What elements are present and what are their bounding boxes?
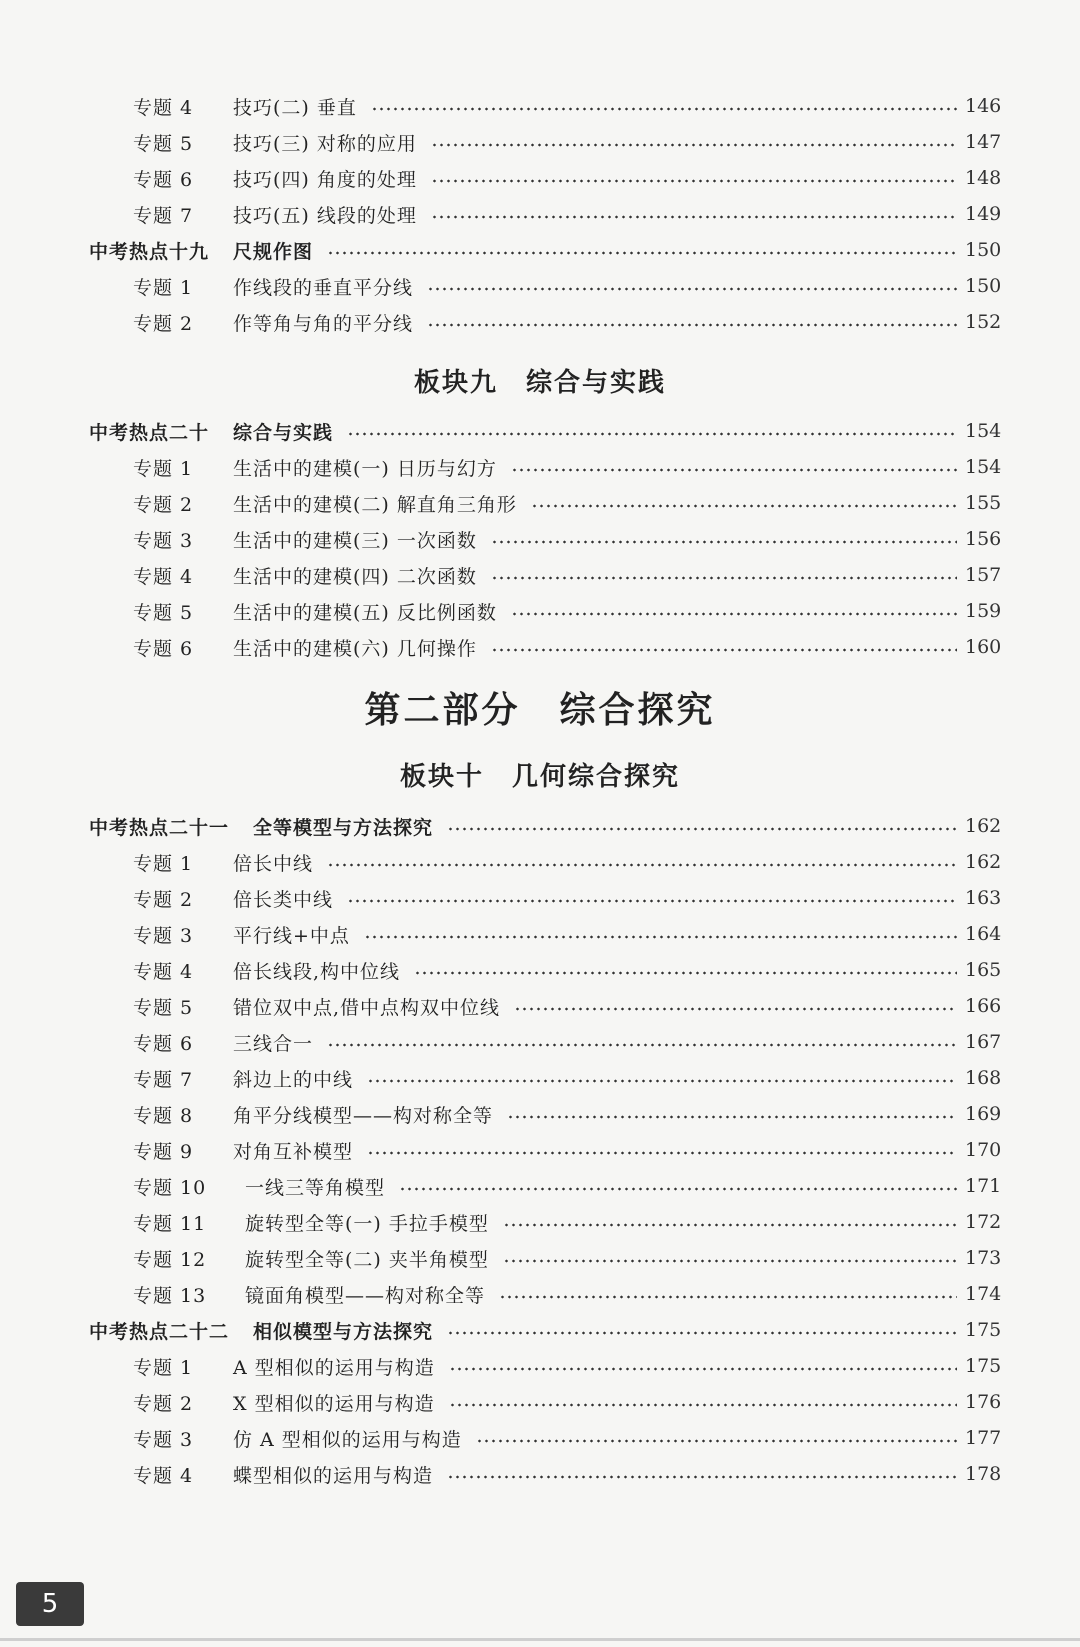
entry-title: 三线合一 <box>233 1032 314 1055</box>
entry-label <box>89 418 333 445</box>
dot-leader <box>364 934 957 940</box>
entry-number: 专题 12 <box>133 1248 207 1271</box>
toc-topic-entry[interactable] <box>133 952 1002 988</box>
entry-title: 倍长中线 <box>233 852 314 875</box>
entry-number: 专题 3 <box>133 924 194 947</box>
toc-topic-entry[interactable] <box>133 1276 1002 1312</box>
toc-topic-entry[interactable] <box>133 988 1002 1024</box>
dot-leader <box>503 1258 957 1264</box>
toc-topic-entry[interactable] <box>133 557 1002 593</box>
entry-title: 相似模型与方法探究 <box>253 1320 434 1343</box>
entry-label <box>133 93 357 120</box>
entry-title: 旋转型全等(二) 夹半角模型 <box>245 1248 489 1271</box>
entry-title: 仿 A 型相似的运用与构造 <box>233 1428 462 1451</box>
entry-title: 全等模型与方法探究 <box>253 816 434 839</box>
toc-topic-entry[interactable] <box>133 880 1002 916</box>
toc-chapter-entry[interactable] <box>89 1312 1002 1348</box>
entry-number: 专题 4 <box>133 1464 194 1487</box>
entry-number: 中考热点二十二 <box>89 1320 230 1343</box>
entry-label <box>133 1029 313 1056</box>
entry-page-number: 173 <box>965 1247 1002 1269</box>
dot-leader <box>327 862 957 868</box>
entry-title: 生活中的建模(三) 一次函数 <box>233 529 477 552</box>
entry-number: 中考热点二十 <box>89 421 210 444</box>
entry-page-number: 149 <box>965 203 1002 225</box>
entry-title: 技巧(二) 垂直 <box>233 96 357 119</box>
entry-page-number: 146 <box>965 95 1002 117</box>
entry-title: 技巧(五) 线段的处理 <box>233 204 417 227</box>
toc-topic-entry[interactable] <box>133 268 1002 304</box>
entry-number: 专题 5 <box>133 601 194 624</box>
entry-number: 专题 10 <box>133 1176 207 1199</box>
dot-leader <box>511 467 957 473</box>
entry-title: 技巧(三) 对称的应用 <box>233 132 417 155</box>
dot-leader <box>414 970 957 976</box>
dot-leader <box>431 214 957 220</box>
entry-label <box>133 885 333 912</box>
entry-label <box>89 813 433 840</box>
dot-leader <box>427 322 957 328</box>
entry-number: 专题 3 <box>133 529 194 552</box>
entry-page-number: 176 <box>965 1391 1002 1413</box>
dot-leader <box>367 1078 957 1084</box>
entry-title: 作线段的垂直平分线 <box>233 276 414 299</box>
entry-page-number: 178 <box>965 1463 1002 1485</box>
block-heading: 板块九 综合与实践 <box>413 368 666 398</box>
entry-label <box>133 454 497 481</box>
entry-page-number: 164 <box>965 923 1002 945</box>
entry-page-number: 163 <box>965 887 1002 909</box>
entry-page-number: 148 <box>965 167 1002 189</box>
toc-topic-entry[interactable] <box>133 1096 1002 1132</box>
dot-leader <box>449 1402 957 1408</box>
entry-label <box>133 129 417 156</box>
toc-topic-entry[interactable] <box>133 1204 1002 1240</box>
bottom-divider <box>0 1638 1080 1641</box>
entry-label <box>133 490 517 517</box>
entry-label <box>133 526 477 553</box>
dot-leader <box>447 826 957 832</box>
entry-page-number: 156 <box>965 528 1002 550</box>
entry-number: 专题 1 <box>133 276 194 299</box>
entry-page-number: 150 <box>965 239 1002 261</box>
entry-number: 专题 1 <box>133 852 194 875</box>
dot-leader <box>503 1222 957 1228</box>
toc-topic-entry[interactable] <box>133 449 1002 485</box>
toc-topic-entry[interactable] <box>133 1240 1002 1276</box>
entry-page-number: 177 <box>965 1427 1002 1449</box>
dot-leader <box>347 431 957 437</box>
toc-topic-entry[interactable] <box>133 521 1002 557</box>
entry-title: 生活中的建模(一) 日历与幻方 <box>233 457 497 480</box>
entry-number: 专题 6 <box>133 637 194 660</box>
entry-label <box>133 1209 489 1236</box>
entry-title: 生活中的建模(四) 二次函数 <box>233 565 477 588</box>
toc-topic-entry[interactable] <box>133 88 1002 124</box>
entry-title: 倍长线段,构中位线 <box>233 960 401 983</box>
entry-title: 镜面角模型——构对称全等 <box>245 1284 486 1307</box>
entry-title: 旋转型全等(一) 手拉手模型 <box>245 1212 489 1235</box>
toc-topic-entry[interactable] <box>133 593 1002 629</box>
entry-number: 专题 3 <box>133 1428 194 1451</box>
toc-topic-entry[interactable] <box>133 1132 1002 1168</box>
toc-topic-entry[interactable] <box>133 196 1002 232</box>
entry-label <box>89 1317 433 1344</box>
entry-label <box>133 634 477 661</box>
entry-page-number: 162 <box>965 815 1002 837</box>
dot-leader <box>327 1042 957 1048</box>
entry-number: 专题 5 <box>133 132 194 155</box>
dot-leader <box>491 647 957 653</box>
dot-leader <box>491 575 957 581</box>
entry-page-number: 165 <box>965 959 1002 981</box>
entry-page-number: 159 <box>965 600 1002 622</box>
entry-title: 倍长类中线 <box>233 888 334 911</box>
toc-topic-entry[interactable] <box>133 304 1002 340</box>
entry-page-number: 175 <box>965 1355 1002 1377</box>
entry-number: 专题 2 <box>133 888 194 911</box>
entry-number: 专题 7 <box>133 1068 194 1091</box>
entry-number: 专题 5 <box>133 996 194 1019</box>
entry-page-number: 160 <box>965 636 1002 658</box>
entry-title: 对角互补模型 <box>233 1140 354 1163</box>
dot-leader <box>347 898 957 904</box>
entry-title: 生活中的建模(五) 反比例函数 <box>233 601 497 624</box>
dot-leader <box>507 1114 957 1120</box>
toc-topic-entry[interactable] <box>133 1060 1002 1096</box>
dot-leader <box>514 1006 957 1012</box>
entry-page-number: 166 <box>965 995 1002 1017</box>
dot-leader <box>499 1294 957 1300</box>
block-heading: 板块十 几何综合探究 <box>399 762 680 792</box>
dot-leader <box>427 286 957 292</box>
entry-label <box>133 273 413 300</box>
entry-number: 专题 4 <box>133 96 194 119</box>
toc-topic-entry[interactable] <box>133 1420 1002 1456</box>
dot-leader <box>431 142 957 148</box>
toc-topic-entry[interactable] <box>133 1168 1002 1204</box>
entry-label <box>133 1281 485 1308</box>
entry-label <box>133 993 500 1020</box>
entry-label <box>133 957 400 984</box>
dot-leader <box>431 178 957 184</box>
entry-page-number: 174 <box>965 1283 1002 1305</box>
toc-topic-entry[interactable] <box>133 485 1002 521</box>
entry-label <box>133 201 417 228</box>
dot-leader <box>399 1186 957 1192</box>
entry-label <box>133 1461 433 1488</box>
entry-title: 斜边上的中线 <box>233 1068 354 1091</box>
dot-leader <box>327 250 957 256</box>
entry-page-number: 170 <box>965 1139 1002 1161</box>
entry-number: 专题 8 <box>133 1104 194 1127</box>
dot-leader <box>511 611 957 617</box>
entry-number: 专题 2 <box>133 493 194 516</box>
dot-leader <box>531 503 957 509</box>
entry-number: 专题 7 <box>133 204 194 227</box>
entry-label <box>133 849 313 876</box>
entry-title: 蝶型相似的运用与构造 <box>233 1464 434 1487</box>
dot-leader <box>447 1474 957 1480</box>
entry-page-number: 167 <box>965 1031 1002 1053</box>
entry-title: 生活中的建模(六) 几何操作 <box>233 637 477 660</box>
entry-title: 角平分线模型——构对称全等 <box>233 1104 494 1127</box>
entry-label <box>133 1425 462 1452</box>
entry-title: 作等角与角的平分线 <box>233 312 414 335</box>
dot-leader <box>447 1330 957 1336</box>
entry-label <box>133 598 497 625</box>
toc-topic-entry[interactable] <box>133 160 1002 196</box>
toc-topic-entry[interactable] <box>133 844 1002 880</box>
entry-label <box>133 562 477 589</box>
entry-page-number: 155 <box>965 492 1002 514</box>
dot-leader <box>491 539 957 545</box>
entry-number: 专题 2 <box>133 1392 194 1415</box>
entry-number: 专题 9 <box>133 1140 194 1163</box>
entry-title: 错位双中点,借中点构双中位线 <box>233 996 501 1019</box>
dot-leader <box>367 1150 957 1156</box>
entry-page-number: 147 <box>965 131 1002 153</box>
entry-title: 生活中的建模(二) 解直角三角形 <box>233 493 517 516</box>
entry-label <box>133 1065 353 1092</box>
entry-title: 尺规作图 <box>233 240 314 263</box>
entry-label <box>133 1101 493 1128</box>
entry-number: 中考热点十九 <box>89 240 210 263</box>
dot-leader <box>449 1366 957 1372</box>
toc-chapter-entry[interactable] <box>89 232 1002 268</box>
dot-leader <box>476 1438 957 1444</box>
entry-number: 专题 13 <box>133 1284 207 1307</box>
entry-number: 专题 2 <box>133 312 194 335</box>
entry-page-number: 150 <box>965 275 1002 297</box>
entry-title: A 型相似的运用与构造 <box>233 1356 435 1379</box>
toc-chapter-entry[interactable] <box>89 413 1002 449</box>
entry-label <box>133 1389 435 1416</box>
toc-topic-entry[interactable] <box>133 124 1002 160</box>
entry-page-number: 169 <box>965 1103 1002 1125</box>
entry-title: X 型相似的运用与构造 <box>233 1392 435 1415</box>
entry-number: 专题 1 <box>133 1356 194 1379</box>
toc-topic-entry[interactable] <box>133 1384 1002 1420</box>
entry-page-number: 171 <box>965 1175 1002 1197</box>
entry-label <box>133 165 417 192</box>
toc-topic-entry[interactable] <box>133 1456 1002 1492</box>
entry-page-number: 168 <box>965 1067 1002 1089</box>
toc-chapter-entry[interactable] <box>89 808 1002 844</box>
toc-topic-entry[interactable] <box>133 916 1002 952</box>
entry-page-number: 154 <box>965 420 1002 442</box>
toc-topic-entry[interactable] <box>133 629 1002 665</box>
entry-page-number: 162 <box>965 851 1002 873</box>
entry-label <box>133 1173 385 1200</box>
entry-number: 专题 1 <box>133 457 194 480</box>
entry-label <box>133 309 413 336</box>
entry-title: 综合与实践 <box>233 421 334 444</box>
entry-number: 专题 11 <box>133 1212 207 1235</box>
entry-page-number: 157 <box>965 564 1002 586</box>
entry-label <box>133 1245 489 1272</box>
entry-label <box>133 921 350 948</box>
dot-leader <box>371 106 957 112</box>
entry-number: 专题 4 <box>133 960 194 983</box>
toc-topic-entry[interactable] <box>133 1024 1002 1060</box>
entry-page-number: 154 <box>965 456 1002 478</box>
entry-page-number: 172 <box>965 1211 1002 1233</box>
part-heading: 第二部分 综合探究 <box>364 690 716 731</box>
entry-title: 技巧(四) 角度的处理 <box>233 168 417 191</box>
entry-label <box>89 237 313 264</box>
entry-title: 平行线+中点 <box>233 924 350 947</box>
entry-number: 专题 4 <box>133 565 194 588</box>
page-number-badge: 5 <box>16 1582 84 1626</box>
entry-page-number: 175 <box>965 1319 1002 1341</box>
entry-number: 专题 6 <box>133 1032 194 1055</box>
entry-number: 中考热点二十一 <box>89 816 230 839</box>
entry-label <box>133 1353 435 1380</box>
toc-topic-entry[interactable] <box>133 1348 1002 1384</box>
entry-page-number: 152 <box>965 311 1002 333</box>
entry-number: 专题 6 <box>133 168 194 191</box>
entry-title: 一线三等角模型 <box>245 1176 386 1199</box>
entry-label <box>133 1137 353 1164</box>
